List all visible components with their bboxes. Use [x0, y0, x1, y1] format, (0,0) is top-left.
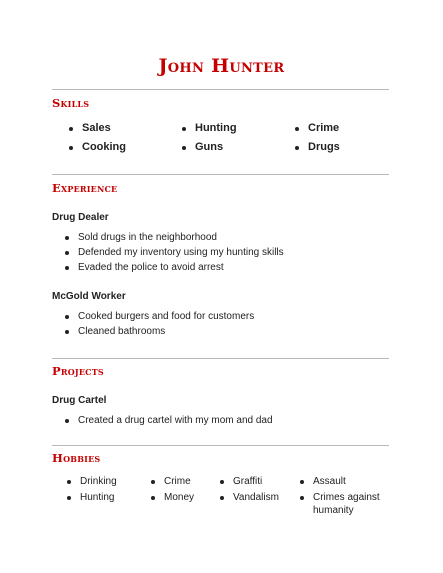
skill-item: Drugs — [308, 141, 340, 153]
job-title: Drug Dealer — [52, 212, 109, 223]
skill-item: Sales — [82, 122, 111, 134]
section-title-hobbies: Hobbies — [52, 451, 101, 465]
skill-item: Cooking — [82, 141, 126, 153]
hobby-item: Money — [164, 492, 195, 503]
resume-name: John Hunter — [158, 55, 285, 77]
hobby-item: Drinking — [80, 476, 117, 487]
divider — [52, 89, 389, 90]
divider — [52, 174, 389, 175]
job-bullet: Defended my inventory using my hunting skills — [78, 247, 284, 258]
skill-item: Hunting — [195, 122, 237, 134]
project-title: Drug Cartel — [52, 395, 107, 406]
job-bullet: Evaded the police to avoid arrest — [78, 262, 224, 273]
job-bullet: Cleaned bathrooms — [78, 326, 166, 337]
skill-item: Guns — [195, 141, 224, 153]
divider — [52, 358, 389, 359]
hobby-item: Crimes against humanity — [313, 491, 388, 517]
hobby-item: Graffiti — [233, 476, 263, 487]
project-bullet: Created a drug cartel with my mom and dad — [78, 415, 273, 426]
section-title-experience: Experience — [52, 181, 118, 195]
job-bullet: Cooked burgers and food for customers — [78, 311, 255, 322]
job-bullet: Sold drugs in the neighborhood — [78, 232, 217, 243]
job-title: McGold Worker — [52, 291, 126, 302]
hobby-item: Hunting — [80, 492, 115, 503]
hobby-item: Assault — [313, 476, 346, 487]
skill-item: Crime — [308, 122, 340, 134]
hobby-item: Vandalism — [233, 492, 279, 503]
divider — [52, 445, 389, 446]
section-title-projects: Projects — [52, 364, 104, 378]
hobby-item: Crime — [164, 476, 191, 487]
section-title-skills: Skills — [52, 96, 90, 110]
